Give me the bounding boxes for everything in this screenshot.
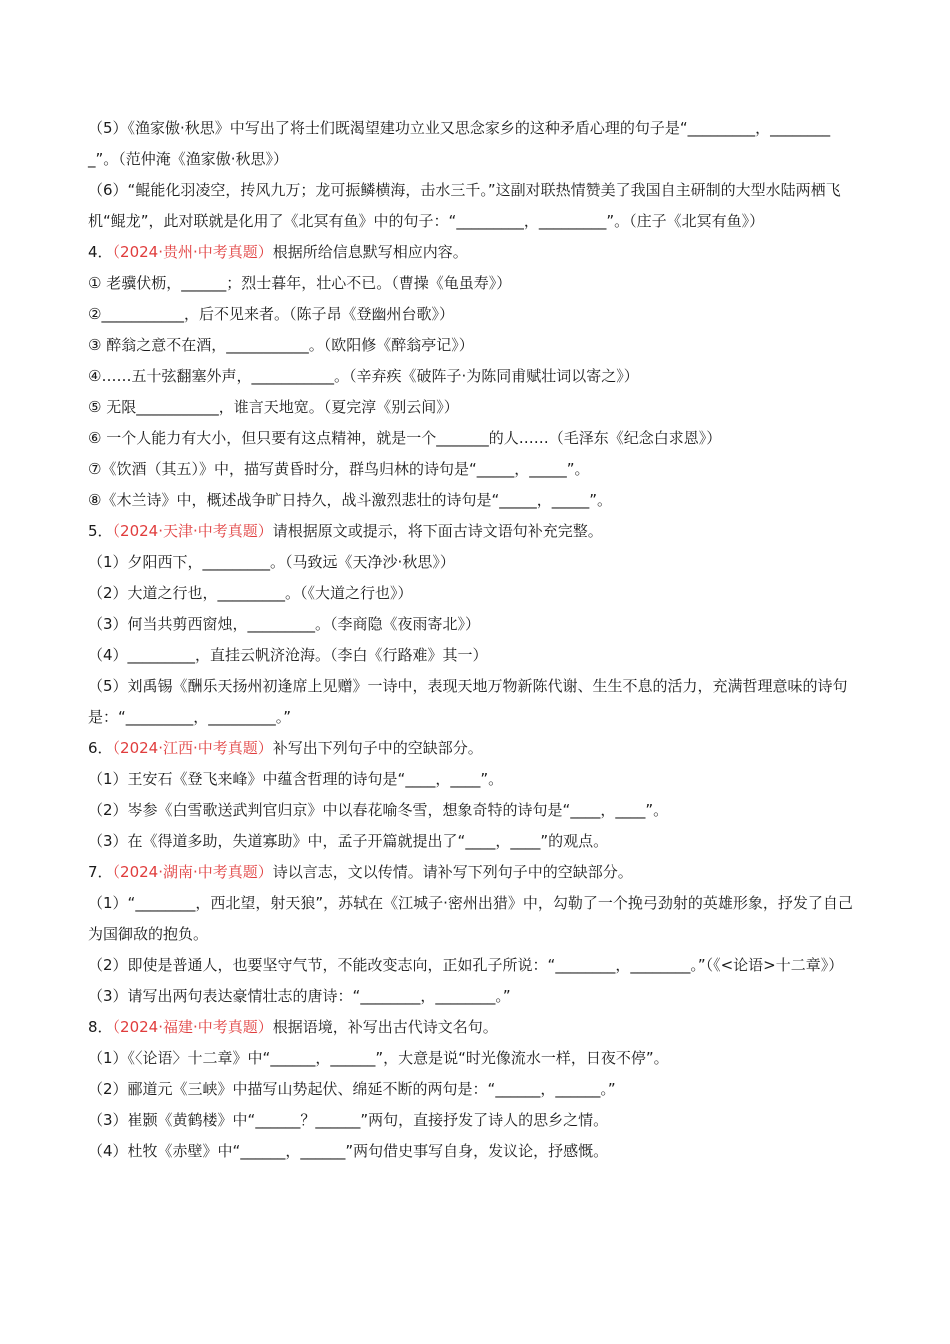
q3-item-6: （6）“鲲能化羽凌空，抟风九万；龙可振鳞横海，击水三千。”这副对联热情赞美了我国自主研制的大型水陆两栖飞机“鲲龙”，此对联就是化用了《北冥有鱼》中的句子：“_________，_________”。（庄子《北冥有鱼》）: [88, 181, 841, 230]
question-number: 5．: [88, 522, 113, 540]
question-7-header: [88, 857, 860, 888]
q8-item-3: （3）崔颢《黄鹤楼》中“______？______”两句，直接抒发了诗人的思乡之情。: [88, 1111, 609, 1129]
q4-item-1: ① 老骥伏枥，______；烈士暮年，壮心不已。（曹操《龟虽寿》）: [88, 274, 512, 292]
q7-item-1: （1）“________，西北望，射天狼”，苏轼在《江城子·密州出猎》中，勾勒了一个挽弓劲射的英雄形象，抒发了自己为国御敌的抱负。: [88, 894, 853, 943]
question-prompt: 补写出下列句子中的空缺部分。: [272, 739, 483, 757]
question-source: （2024·湖南·中考真题）: [112, 863, 273, 881]
question-prompt: 根据所给信息默写相应内容。: [272, 243, 468, 261]
question-4-header: [88, 237, 860, 268]
q6-item-3: （3）在《得道多助，失道寡助》中，孟子开篇就提出了“____，____”的观点。: [88, 832, 609, 850]
q4-item-3: ③ 醉翁之意不在酒，___________。（欧阳修《醉翁亭记》）: [88, 336, 474, 354]
q5-item-3: （3）何当共剪西窗烛，_________。（李商隐《夜雨寄北》）: [88, 615, 481, 633]
q8-item-4: （4）杜牧《赤壁》中“______，______”两句借史事写自身，发议论，抒感慨。: [88, 1142, 609, 1160]
question-number: 4．: [88, 243, 113, 261]
question-source: （2024·江西·中考真题）: [112, 739, 273, 757]
question-5-header: [88, 516, 860, 547]
q5-item-4: （4）_________，直挂云帆济沧海。（李白《行路难》其一）: [88, 646, 488, 664]
question-prompt: 根据语境，补写出古代诗文名句。: [272, 1018, 498, 1036]
q4-item-7: ⑦《饮酒（其五）》中，描写黄昏时分，群鸟归林的诗句是“_____，_____”。: [88, 460, 590, 478]
q4-item-4: ④……五十弦翻塞外声，___________。（辛弃疾《破阵子·为陈同甫赋壮词以寄之》）: [88, 367, 639, 385]
question-number: 6．: [88, 739, 113, 757]
q6-item-1: （1）王安石《登飞来峰》中蕴含哲理的诗句是“____，____”。: [88, 770, 504, 788]
q7-item-3: （3）请写出两句表达豪情壮志的唐诗：“________，________。”: [88, 987, 511, 1005]
question-prompt: 请根据原文或提示，将下面古诗文语句补充完整。: [272, 522, 603, 540]
question-source: （2024·天津·中考真题）: [112, 522, 273, 540]
q5-item-5: （5）刘禹锡《酬乐天扬州初逢席上见赠》一诗中，表现天地万物新陈代谢、生生不息的活力，充满哲理意味的诗句是：“_________，_________。”: [88, 677, 848, 726]
q4-item-6: ⑥ 一个人能力有大小，但只要有这点精神，就是一个_______的人……（毛泽东《纪念白求恩》）: [88, 429, 722, 447]
question-list: [88, 113, 860, 1167]
q7-item-2: （2）即使是普通人，也要坚守气节，不能改变志向，正如孔子所说：“________，________。”（《<论语>十二章》）: [88, 956, 844, 974]
q5-item-1: （1）夕阳西下，_________。（马致远《天净沙·秋思》）: [88, 553, 455, 571]
q5-item-2: （2）大道之行也，_________。（《大道之行也》）: [88, 584, 413, 602]
q4-item-2: ②___________，后不见来者。（陈子昂《登幽州台歌》）: [88, 305, 454, 323]
question-number: 8．: [88, 1018, 113, 1036]
q6-item-2: （2）岑参《白雪歌送武判官归京》中以春花喻冬雪，想象奇特的诗句是“____，____”。: [88, 801, 669, 819]
q4-item-5: ⑤ 无限___________，谁言天地宽。（夏完淳《别云间》）: [88, 398, 459, 416]
q8-item-1: （1）《〈论语〉十二章》中“______，______”，大意是说“时光像流水一样，日夜不停”。: [88, 1049, 669, 1067]
q3-item-5: （5）《渔家傲·秋思》中写出了将士们既渴望建功立业又思念家乡的这种矛盾心理的句子是“_________，_________”。（范仲淹《渔家傲·秋思》）: [88, 119, 831, 168]
question-number: 7．: [88, 863, 113, 881]
question-source: （2024·福建·中考真题）: [112, 1018, 273, 1036]
question-8-header: [88, 1012, 860, 1043]
q8-item-2: （2）郦道元《三峡》中描写山势起伏、绵延不断的两句是：“______，______。”: [88, 1080, 616, 1098]
question-source: （2024·贵州·中考真题）: [112, 243, 273, 261]
q4-item-8: ⑧《木兰诗》中，概述战争旷日持久，战斗激烈悲壮的诗句是“_____，_____”。: [88, 491, 612, 509]
question-prompt: 诗以言志，文以传情。请补写下列句子中的空缺部分。: [272, 863, 633, 881]
question-6-header: [88, 733, 860, 764]
